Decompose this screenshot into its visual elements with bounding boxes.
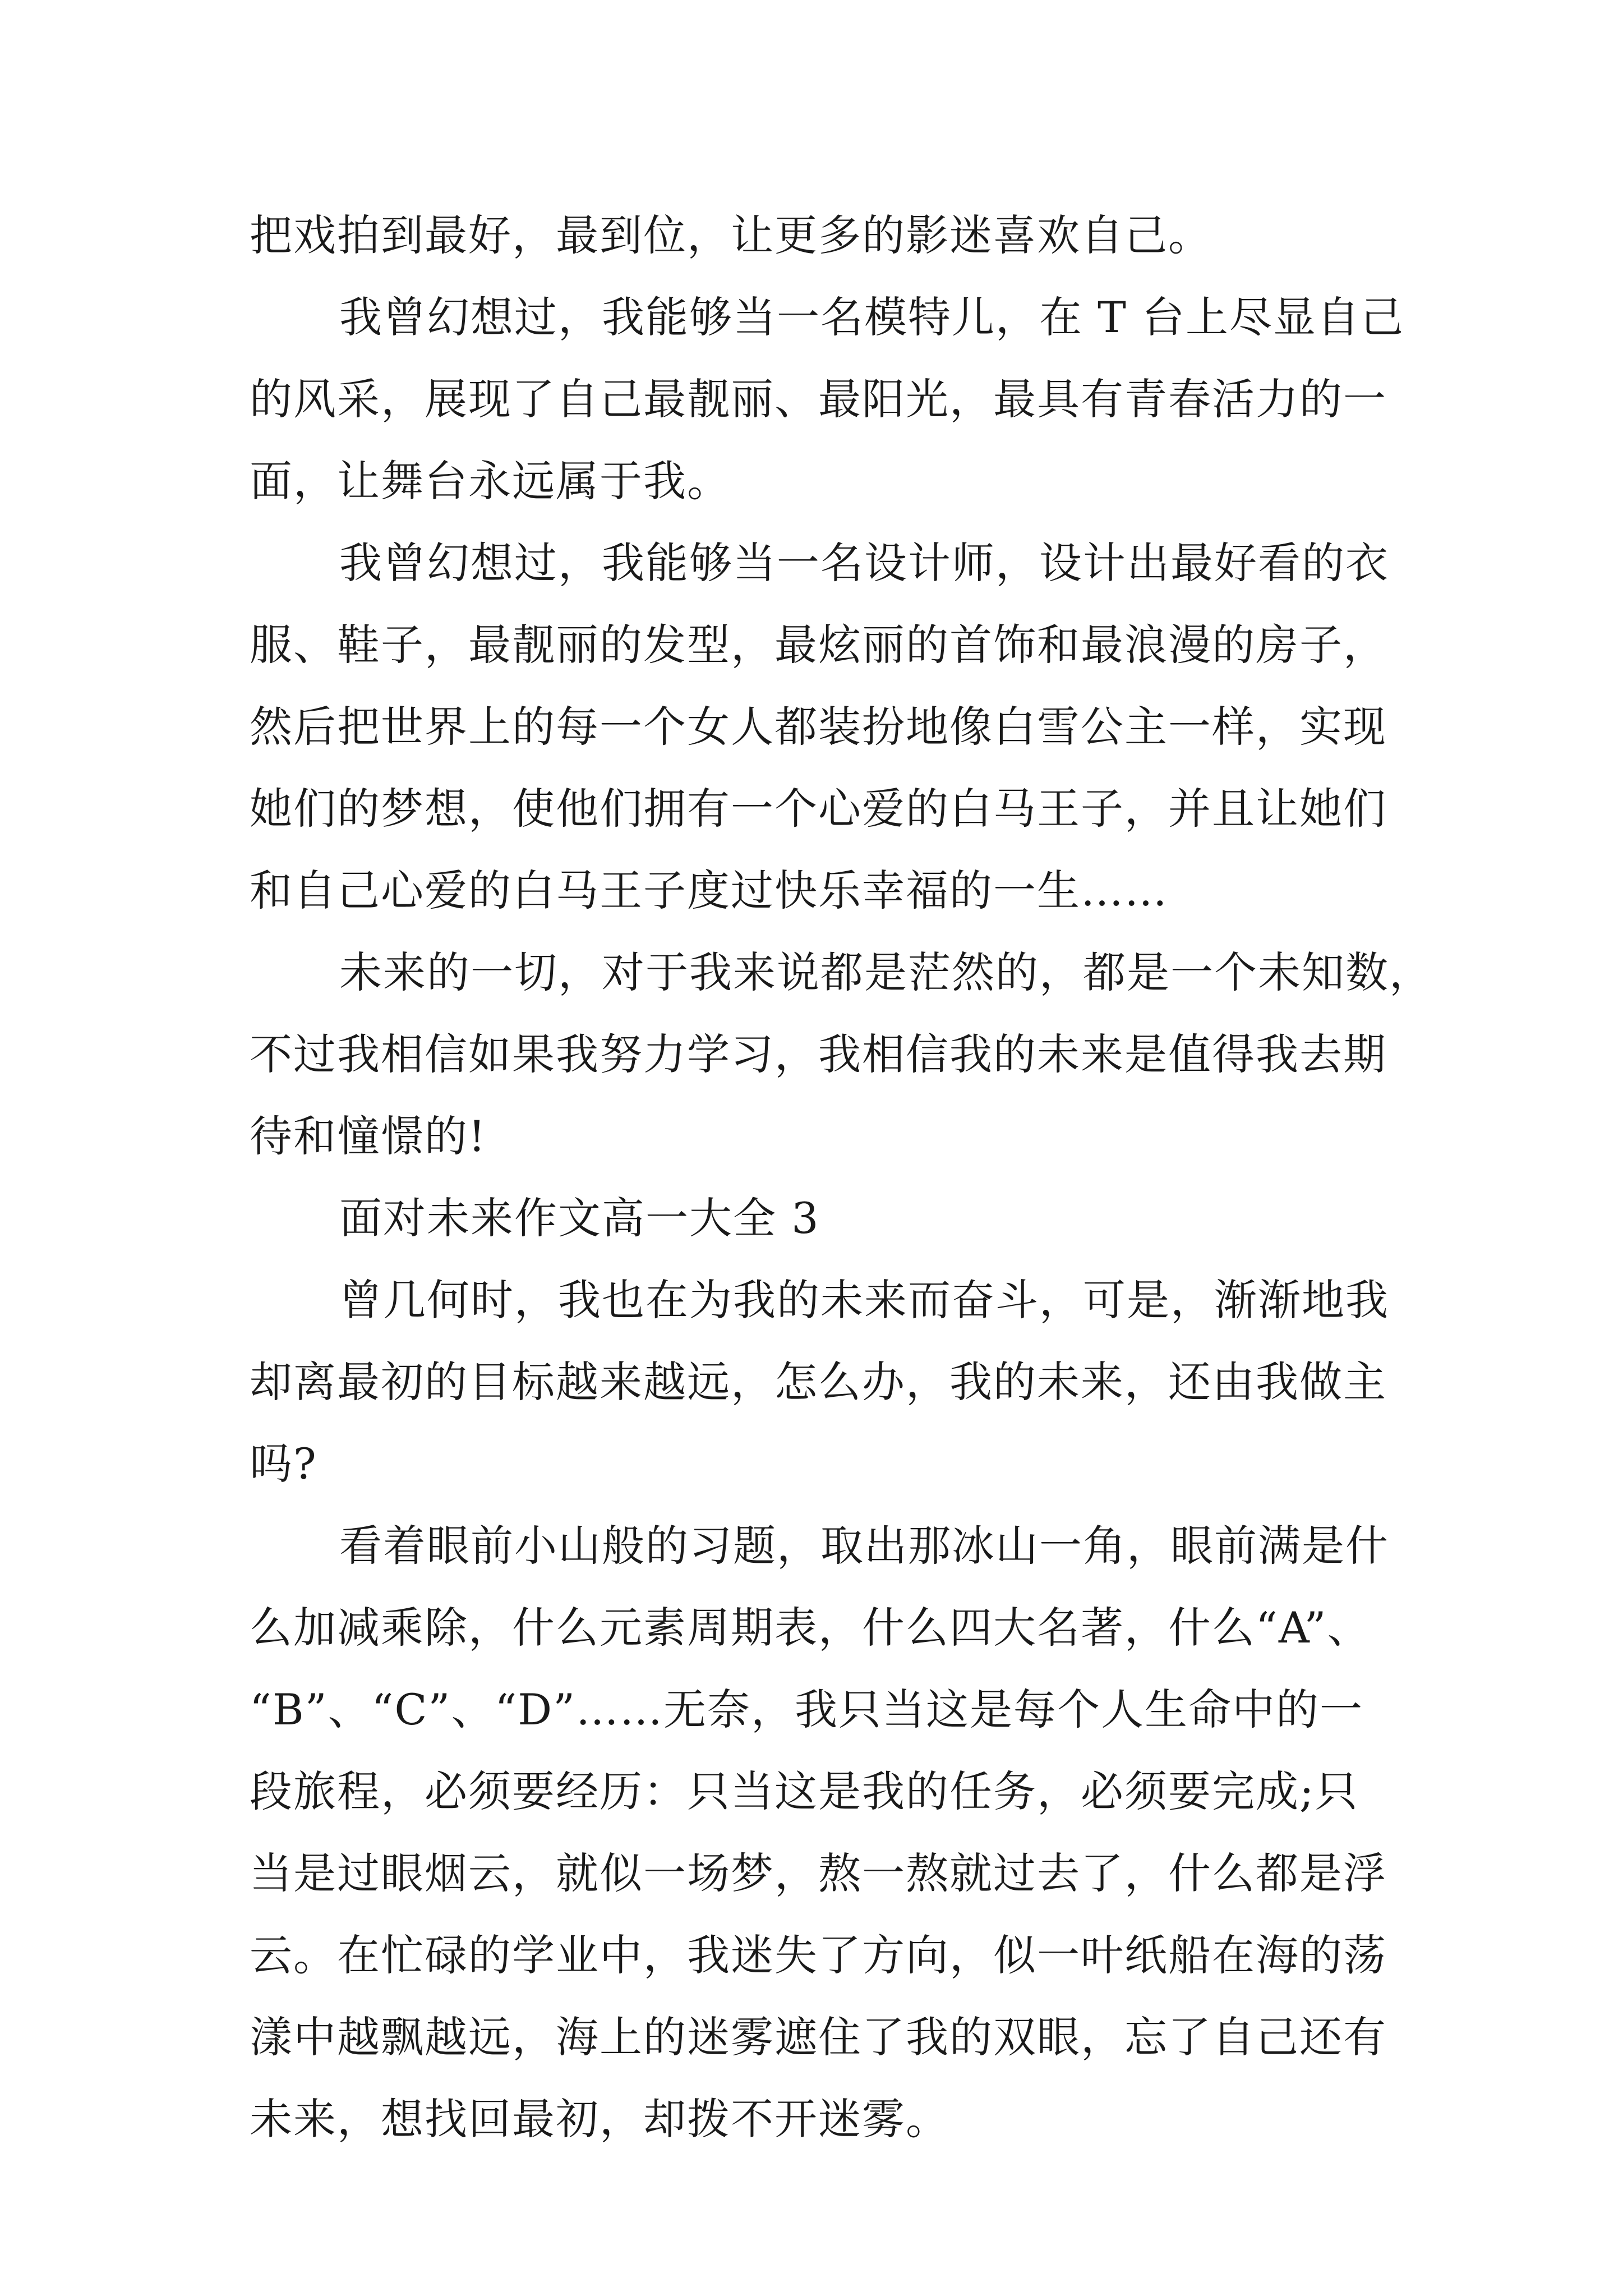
text-line: 面，让舞台永远属于我。 bbox=[250, 456, 731, 506]
text-line: 看着眼前小山般的习题，取出那冰山一角，眼前满是什 bbox=[339, 1521, 1389, 1571]
text-line: 云。在忙碌的学业中，我迷失了方向，似一叶纸船在海的荡 bbox=[250, 1930, 1387, 1980]
text-line: 的风采，展现了自己最靓丽、最阳光，最具有青春活力的一 bbox=[250, 374, 1387, 424]
text-line: 待和憧憬的! bbox=[250, 1111, 487, 1161]
text-line: 段旅程，必须要经历：只当这是我的任务，必须要完成;只 bbox=[250, 1766, 1359, 1816]
text-line: 未来的一切，对于我来说都是茫然的，都是一个未知数， bbox=[339, 947, 1433, 997]
text-line: 不过我相信如果我努力学习，我相信我的未来是值得我去期 bbox=[250, 1029, 1387, 1079]
text-line: 我曾幻想过，我能够当一名模特儿，在 T 台上尽显自己 bbox=[339, 292, 1405, 342]
text-line: “B”、“C”、“D”……无奈，我只当这是每个人生命中的一 bbox=[250, 1685, 1364, 1734]
text-line: 曾几何时，我也在为我的未来而奋斗，可是，渐渐地我 bbox=[339, 1275, 1389, 1325]
text-line: 漾中越飘越远，海上的迷雾遮住了我的双眼，忘了自己还有 bbox=[250, 2012, 1387, 2062]
text-line: 吗? bbox=[250, 1439, 317, 1489]
text-line: 服、鞋子，最靓丽的发型，最炫丽的首饰和最浪漫的房子， bbox=[250, 620, 1387, 670]
text-line: 么加减乘除，什么元素周期表，什么四大名著，什么“A”、 bbox=[250, 1603, 1371, 1653]
section-heading: 面对未来作文高一大全 3 bbox=[339, 1193, 820, 1243]
text-line: 和自己心爱的白马王子度过快乐幸福的一生…… bbox=[250, 866, 1168, 915]
text-line: 未来，想找回最初，却拨不开迷雾。 bbox=[250, 2094, 949, 2144]
text-line: 她们的梦想，使他们拥有一个心爱的白马王子，并且让她们 bbox=[250, 784, 1387, 834]
text-line: 把戏拍到最好，最到位，让更多的影迷喜欢自己。 bbox=[250, 210, 1212, 260]
text-line: 当是过眼烟云，就似一场梦，熬一熬就过去了，什么都是浮 bbox=[250, 1848, 1387, 1898]
text-line: 然后把世界上的每一个女人都装扮地像白雪公主一样，实现 bbox=[250, 702, 1387, 752]
text-line: 却离最初的目标越来越远，怎么办，我的未来，还由我做主 bbox=[250, 1357, 1387, 1407]
text-line: 我曾幻想过，我能够当一名设计师，设计出最好看的衣 bbox=[339, 538, 1389, 588]
